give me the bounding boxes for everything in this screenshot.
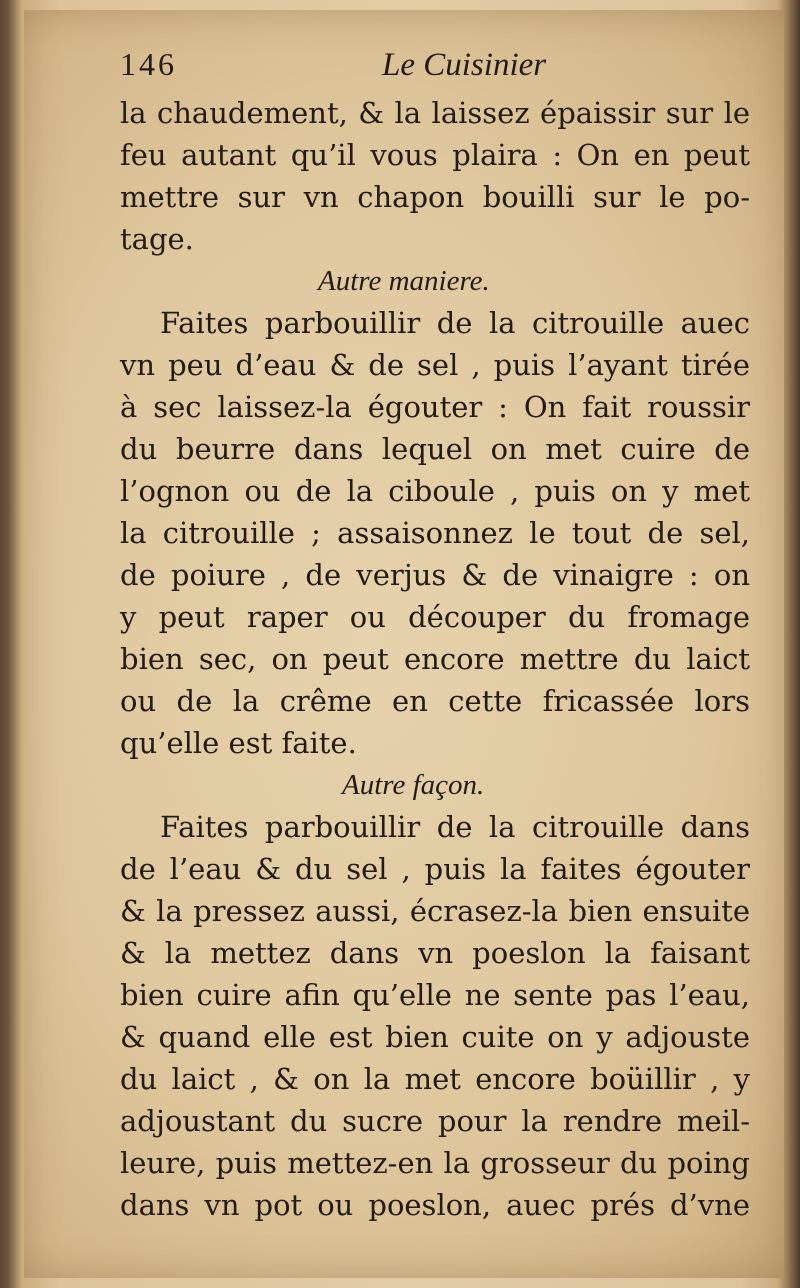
section-heading: Autre façon.: [342, 769, 485, 801]
page-header: [120, 46, 750, 92]
text-line: bien cuire afin qu’elle ne sente pas l’eau,: [120, 978, 750, 1012]
text-line: & la mettez dans vn poeslon la faisant: [120, 936, 750, 970]
text-line: & quand elle est bien cuite on y adjouste: [120, 1020, 750, 1054]
text-line: de poiure , de verjus & de vinaigre : on: [120, 558, 750, 592]
page-number: 146: [120, 46, 177, 82]
text-line: tage.: [120, 222, 194, 256]
text-line: dans vn pot ou poeslon, auec prés d’vne: [120, 1188, 750, 1222]
text-line: ou de la crême en cette fricassée lors: [120, 684, 750, 718]
page-text: [120, 46, 750, 1226]
text-line: de l’eau & du sel , puis la faites égouter: [120, 852, 750, 886]
text-line: adjoustant du sucre pour la rendre meil-: [120, 1104, 750, 1138]
text-line: & la pressez aussi, écrasez-la bien ensuite: [120, 894, 750, 928]
text-line: mettre sur vn chapon bouilli sur le po-: [120, 180, 750, 214]
text-line: à sec laissez-la égouter : On fait roussir: [120, 390, 750, 424]
text-line: Faites parbouillir de la citrouille auec: [160, 306, 750, 340]
text-line: vn peu d’eau & de sel , puis l’ayant tirée: [120, 348, 750, 382]
section-heading: Autre maniere.: [318, 265, 490, 297]
text-line: l’ognon ou de la ciboule , puis on y met: [120, 474, 750, 508]
text-line: y peut raper ou découper du fromage: [120, 600, 750, 634]
text-line: du laict , & on la met encore boüillir , y: [120, 1062, 750, 1096]
text-line: du beurre dans lequel on met cuire de: [120, 432, 750, 466]
text-line: Faites parbouillir de la citrouille dans: [160, 810, 750, 844]
text-line: la chaudement, & la laissez épaissir sur le: [120, 96, 750, 130]
text-line: leure, puis mettez-en la grosseur du poing: [120, 1146, 750, 1180]
text-line: qu’elle est faite.: [120, 726, 357, 760]
running-title: Le Cuisinier: [382, 47, 547, 83]
text-line: bien sec, on peut encore mettre du laict: [120, 642, 750, 676]
text-line: feu autant qu’il vous plaira : On en peut: [120, 138, 750, 172]
text-line: la citrouille ; assaisonnez le tout de sel,: [120, 516, 750, 550]
